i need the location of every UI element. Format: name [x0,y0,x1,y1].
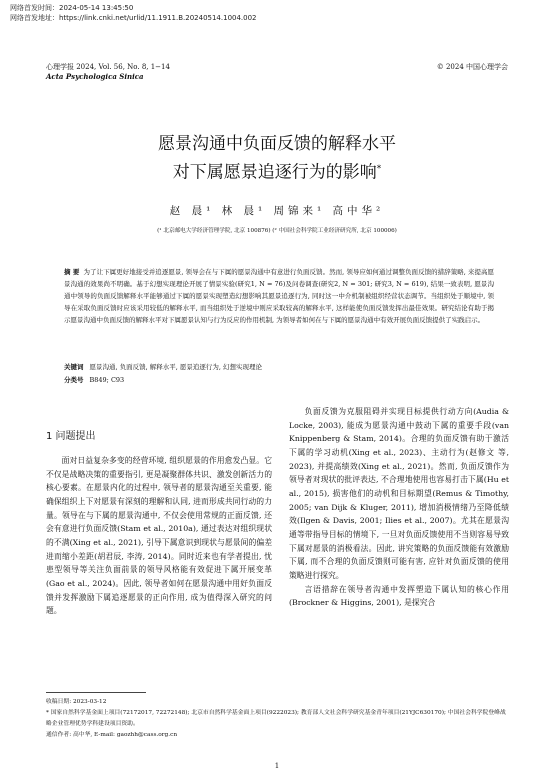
online-publish-meta [10,4,257,23]
body-column-left [46,430,272,618]
title-line-2: 对下属愿景追逐行为的影响 [172,162,377,183]
abstract [64,266,494,326]
journal-latin-name: Acta Psychologica Sinica [46,72,144,81]
corresponding-author: 通信作者: 高中华, E-mail: gaozhh@cass.org.cn [46,732,178,738]
journal-header [46,62,508,82]
classification [64,374,124,386]
body-paragraph: 面对日益复杂多变的经营环境, 组织愿景的作用愈发凸显。它不仅是战略决策的重要指引, 更是凝聚群体共识、激发创新活力的核心要素。在愿景内化的过程中, 领导者的愿景沟通至关重要, 能确保组织上下对愿景有深刻的理解和认同, 进而形成共同行动的力量。领导在与下属的愿景沟通中, 不仅会使用常规的正面反馈, 还会有意进行负面反馈(Stam et al., 2010a), 通过表达对组织现状的不满(Xing et al., 2021), 引导下属意识到现状与愿景间的偏差进而缩小差距(胡君辰, 李涛, 2014)。同时近来也有学者提出, 忧患型领导等关注负面前景的领导风格能有效促进下属开展变革(Gao et al., 2024)。因此, 领导者如何在愿景沟通中用好负面反馈并发挥激励下属追逐愿景的正向作用, 成为值得深入研究的问题。 [46,456,272,616]
footnote-rule [46,692,146,693]
article-title [46,132,508,186]
body-paragraph: 言语措辞在领导者沟通中发挥塑造下属认知的核心作用(Brockner & Higgins, 2001), 是探究合 [289,584,509,608]
footnotes [46,692,509,741]
funding-note: * 国家自然科学基金面上项目(72172017, 72272148); 北京市自然科学基金面上项目(9222023); 教育部人文社会科学研究基金青年项目(21YJC630170); 中国社会科学院登峰战略企业管理优势学科建设项目资助。 [46,710,506,727]
section-heading: 1 问题提出 [46,431,96,442]
keywords-text: 愿景沟通, 负面反馈, 解释水平, 愿景追逐行为, 幻想实现理论 [89,363,263,371]
classification-label: 分类号 [64,376,84,384]
body-paragraph: 负面反馈为克服阻碍并实现目标提供行动方向(Audia & Locke, 2003), 能成为愿景沟通中鼓动下属的重要手段(van Knippenberg & Stam, 2014)。合理的负面反馈有助于激活下属的学习动机(Xing et al., 2023)、主动行为(赵修文 等, 2023), 并提高绩效(Xing et al., 2021)。然而, 负面反馈作为领导者对现状的批评表达, 不合理地使用也容易打击下属(Hu et al., 2015), 损害他们的动机和目标期望(Remus & Timothy, 2005; van Dijk & Kluger, 2011), 增加消极情绪乃至降低绩效(Ilgen & Davis, 2001; Ilies et al., 2007)。尤其在愿景沟通等带指导目标的情境下, 一旦对负面反馈使用不当则容易导致下属对愿景的消极看法。因此, 讲究策略的负面反馈能有效激励下属, 而不合理的负面反馈则可能有害, 应针对负面反馈的使用策略进行探究。 [289,407,509,580]
abstract-label: 摘 要 [64,268,80,276]
author-affiliations: (¹ 北京邮电大学经济管理学院, 北京 100876) (² 中国社会科学院工业经济研究所, 北京 100006) [157,228,397,234]
page-number: 1 [274,762,280,770]
title-footnote-mark: * [376,164,382,174]
keywords-label: 关键词 [64,363,84,371]
classification-text: B849; C93 [89,376,125,384]
title-line-1: 愿景沟通中负面反馈的解释水平 [158,134,396,154]
journal-info: 心理学报 2024, Vol. 56, No. 8, 1−14 [46,63,170,71]
online-publish-url[interactable]: 网络首发地址：https://link.cnki.net/urlid/11.1911.B.20240514.1004.002 [10,13,257,22]
journal-copyright: © 2024 中国心理学会 [436,63,508,71]
abstract-text: 为了让下属更好地接受并追逐愿景, 领导会在与下属的愿景沟通中有意进行负面反馈。然而, 领导应如何通过调整负面反馈的措辞策略, 来提高愿景沟通的效果尚不明确。基于幻想实现理论开展了情景实验(研究1, N = 76)及问卷调查(研究2, N = 301; 研究3, N = 619), 结果一致表明, 愿景沟通中领导的负面反馈解释水平能够通过下属的愿景实现塑造幻想影响其愿景追逐行为, 同时这一中介机制被组织经营状态调节。当组织处于顺境中, 领导在采取负面反馈时应该采用较低的解释水平, 而当组织处于逆境中则应采取较高的解释水平, 这样能使负面反馈发挥出最佳效果。研究结论有助于揭示愿景沟通中负面反馈的解释水平对下属愿景认知与行为反应的作用机制, 为领导者如何在与下属的愿景沟通中有效开展负面反馈提供了实践启示。 [64,268,494,324]
keywords [64,361,262,373]
author-list: 赵 晨¹ 林 晨¹ 周锦来¹ 高中华² [169,205,385,217]
body-column-right [289,405,509,610]
online-publish-time: 网络首发时间：2024-05-14 13:45:50 [10,4,134,12]
received-date: 收稿日期: 2023-03-12 [46,699,107,705]
